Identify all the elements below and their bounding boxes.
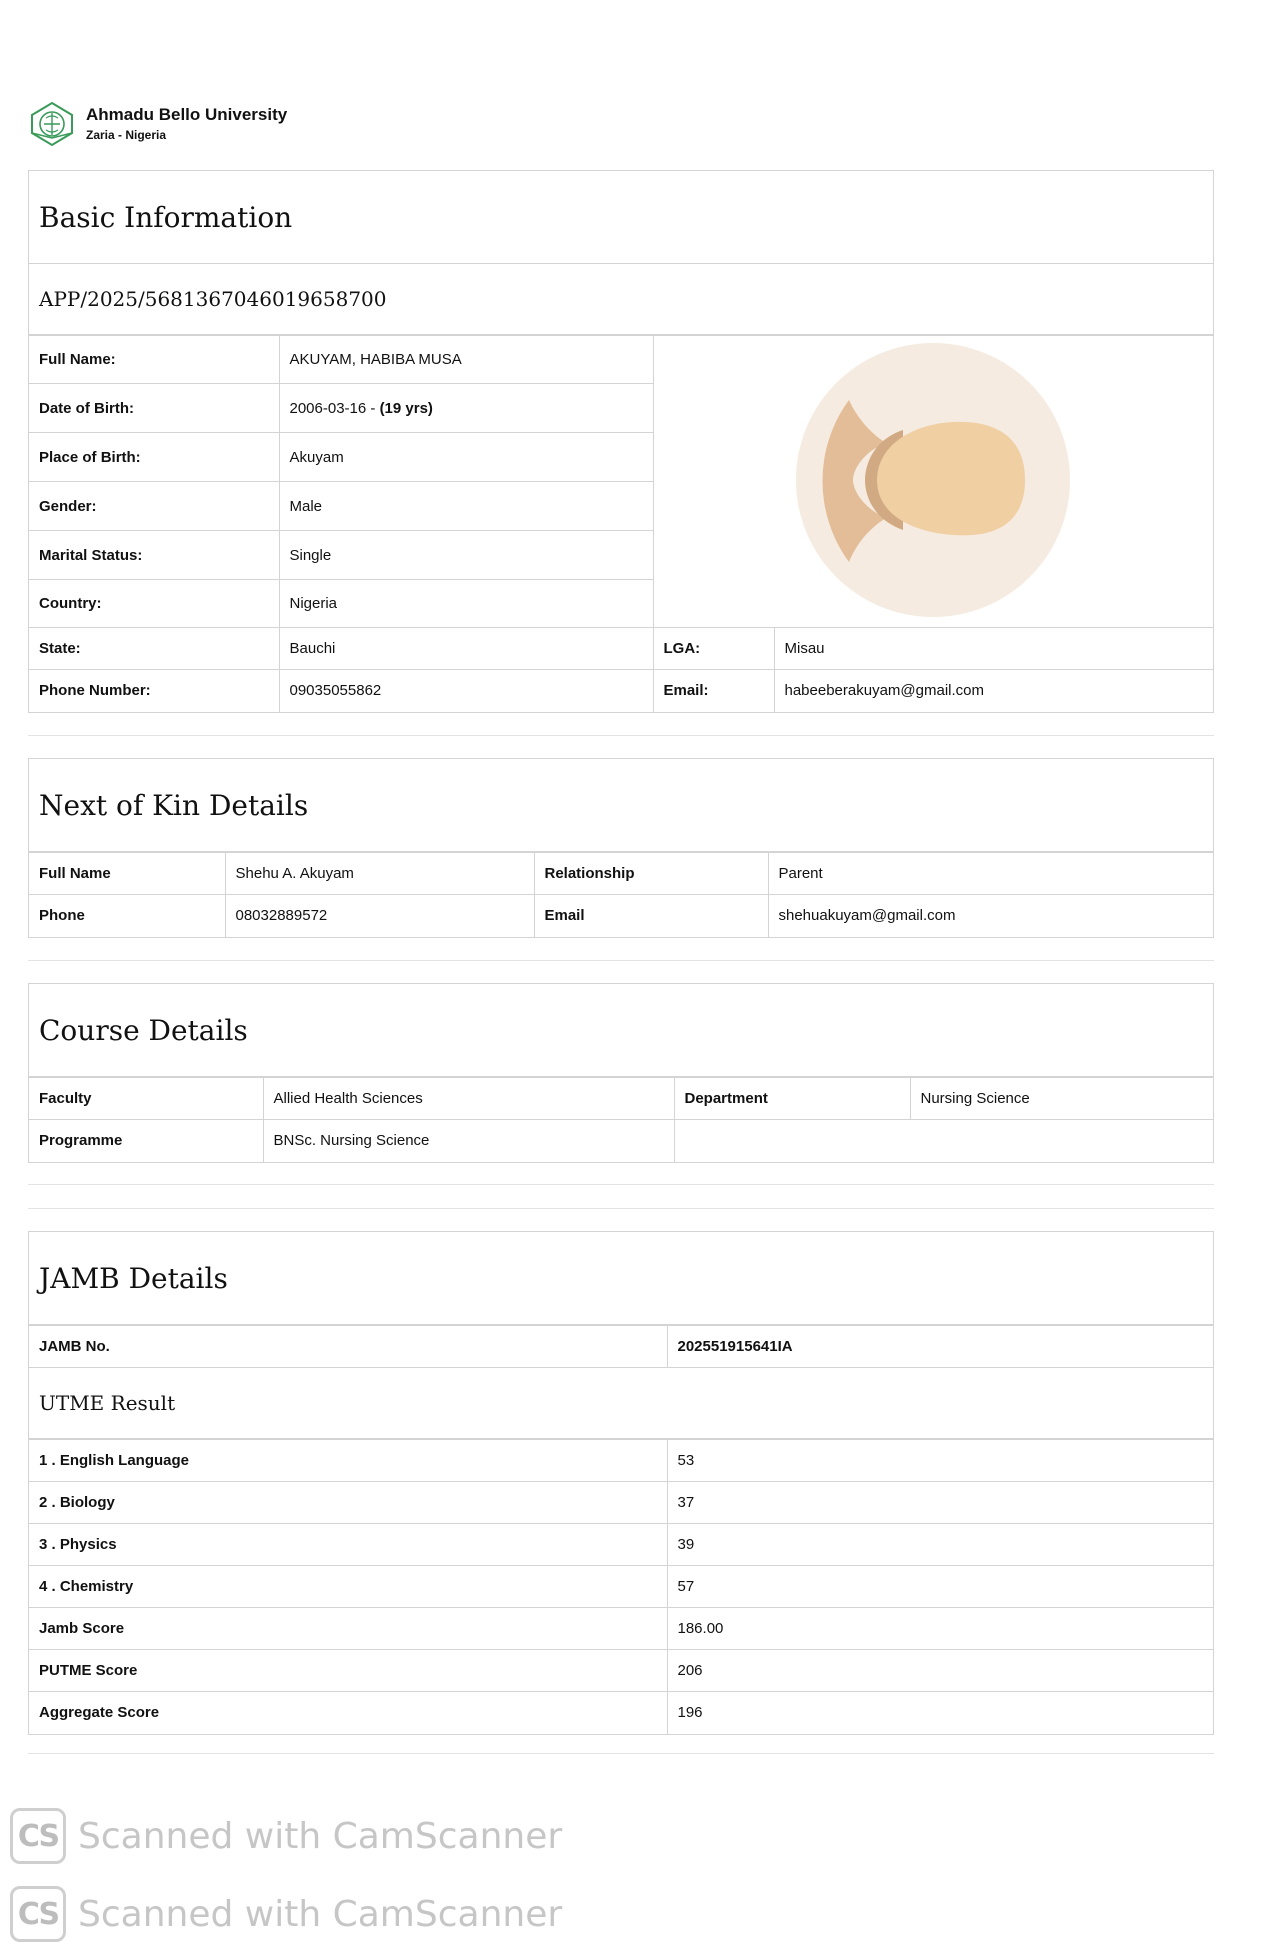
empty-cell bbox=[674, 1120, 1213, 1162]
course-details-card bbox=[28, 983, 1214, 1163]
country-label: Country: bbox=[29, 580, 279, 628]
next-of-kin-table bbox=[29, 852, 1213, 937]
utme-result-title: UTME Result bbox=[29, 1368, 1213, 1439]
email-value: habeeberakuyam@gmail.com bbox=[774, 670, 1213, 712]
camscanner-logo-icon: CS bbox=[10, 1808, 66, 1864]
subject-label: 3 . Physics bbox=[29, 1524, 667, 1566]
subject-score: 39 bbox=[667, 1524, 1213, 1566]
gender-label: Gender: bbox=[29, 482, 279, 531]
state-label: State: bbox=[29, 628, 279, 670]
phone-label: Phone Number: bbox=[29, 670, 279, 712]
department-value: Nursing Science bbox=[910, 1078, 1213, 1120]
putme-score-value: 206 bbox=[667, 1650, 1213, 1692]
section-divider bbox=[28, 1208, 1214, 1209]
age-value: (19 yrs) bbox=[379, 399, 433, 417]
subject-score: 53 bbox=[667, 1440, 1213, 1482]
department-label: Department bbox=[674, 1078, 910, 1120]
lga-value: Misau bbox=[774, 628, 1213, 670]
section-divider bbox=[28, 1753, 1214, 1754]
jamb-details-card bbox=[28, 1231, 1214, 1735]
subject-label: 1 . English Language bbox=[29, 1440, 667, 1482]
subject-score: 37 bbox=[667, 1482, 1213, 1524]
subject-label: 4 . Chemistry bbox=[29, 1566, 667, 1608]
kin-relationship-label: Relationship bbox=[534, 853, 768, 895]
kin-phone-label: Phone bbox=[29, 895, 225, 937]
aggregate-score-label: Aggregate Score bbox=[29, 1692, 667, 1734]
faculty-value: Allied Health Sciences bbox=[263, 1078, 674, 1120]
kin-phone-value: 08032889572 bbox=[225, 895, 534, 937]
lga-label: LGA: bbox=[653, 628, 774, 670]
course-details-table bbox=[29, 1077, 1213, 1162]
kin-relationship-value: Parent bbox=[768, 853, 1213, 895]
jamb-number-table bbox=[29, 1325, 1213, 1368]
basic-information-table bbox=[29, 335, 1213, 712]
dob-date: 2006-03-16 - bbox=[289, 399, 380, 417]
dob-label: Date of Birth: bbox=[29, 384, 279, 433]
jamb-score-value: 186.00 bbox=[667, 1608, 1213, 1650]
section-divider bbox=[28, 735, 1214, 736]
programme-label: Programme bbox=[29, 1120, 263, 1162]
camscanner-watermark bbox=[10, 1886, 562, 1942]
subject-row bbox=[29, 1482, 1213, 1524]
photo-cell bbox=[653, 336, 1213, 628]
country-value: Nigeria bbox=[279, 580, 653, 628]
subject-row bbox=[29, 1524, 1213, 1566]
gender-value: Male bbox=[279, 482, 653, 531]
subject-row bbox=[29, 1566, 1213, 1608]
university-location: Zaria - Nigeria bbox=[86, 128, 167, 142]
section-divider bbox=[28, 1184, 1214, 1185]
putme-score-label: PUTME Score bbox=[29, 1650, 667, 1692]
university-header bbox=[28, 98, 287, 150]
marital-status-value: Single bbox=[279, 531, 653, 580]
marital-status-label: Marital Status: bbox=[29, 531, 279, 580]
next-of-kin-title: Next of Kin Details bbox=[29, 759, 1213, 852]
jamb-number-value: 202551915641IA bbox=[667, 1326, 1213, 1368]
camscanner-text: Scanned with CamScanner bbox=[78, 1815, 563, 1857]
jamb-details-title: JAMB Details bbox=[29, 1232, 1213, 1325]
university-name: Ahmadu Bello University bbox=[86, 105, 288, 124]
course-details-title: Course Details bbox=[29, 984, 1213, 1077]
camscanner-logo-icon: CS bbox=[10, 1886, 66, 1942]
pob-value: Akuyam bbox=[279, 433, 653, 482]
section-divider bbox=[28, 960, 1214, 961]
camscanner-text: Scanned with CamScanner bbox=[78, 1893, 563, 1935]
avatar-placeholder-icon bbox=[793, 340, 1073, 620]
kin-full-name-value: Shehu A. Akuyam bbox=[225, 853, 534, 895]
kin-full-name-label: Full Name bbox=[29, 853, 225, 895]
application-number: APP/2025/5681367046019658700 bbox=[29, 264, 1213, 335]
full-name-label: Full Name: bbox=[29, 336, 279, 384]
phone-value: 09035055862 bbox=[279, 670, 653, 712]
faculty-label: Faculty bbox=[29, 1078, 263, 1120]
subject-label: 2 . Biology bbox=[29, 1482, 667, 1524]
university-crest-icon bbox=[28, 100, 76, 148]
state-value: Bauchi bbox=[279, 628, 653, 670]
utme-result-table bbox=[29, 1439, 1213, 1734]
jamb-number-label: JAMB No. bbox=[29, 1326, 667, 1368]
kin-email-value: shehuakuyam@gmail.com bbox=[768, 895, 1213, 937]
full-name-value: AKUYAM, HABIBA MUSA bbox=[279, 336, 653, 384]
programme-value: BNSc. Nursing Science bbox=[263, 1120, 674, 1162]
aggregate-score-value: 196 bbox=[667, 1692, 1213, 1734]
kin-email-label: Email bbox=[534, 895, 768, 937]
subject-score: 57 bbox=[667, 1566, 1213, 1608]
camscanner-watermark bbox=[10, 1808, 562, 1864]
pob-label: Place of Birth: bbox=[29, 433, 279, 482]
next-of-kin-card bbox=[28, 758, 1214, 938]
basic-information-title: Basic Information bbox=[29, 171, 1213, 264]
basic-information-card bbox=[28, 170, 1214, 713]
jamb-score-label: Jamb Score bbox=[29, 1608, 667, 1650]
subject-row bbox=[29, 1440, 1213, 1482]
email-label: Email: bbox=[653, 670, 774, 712]
dob-value bbox=[279, 384, 653, 433]
